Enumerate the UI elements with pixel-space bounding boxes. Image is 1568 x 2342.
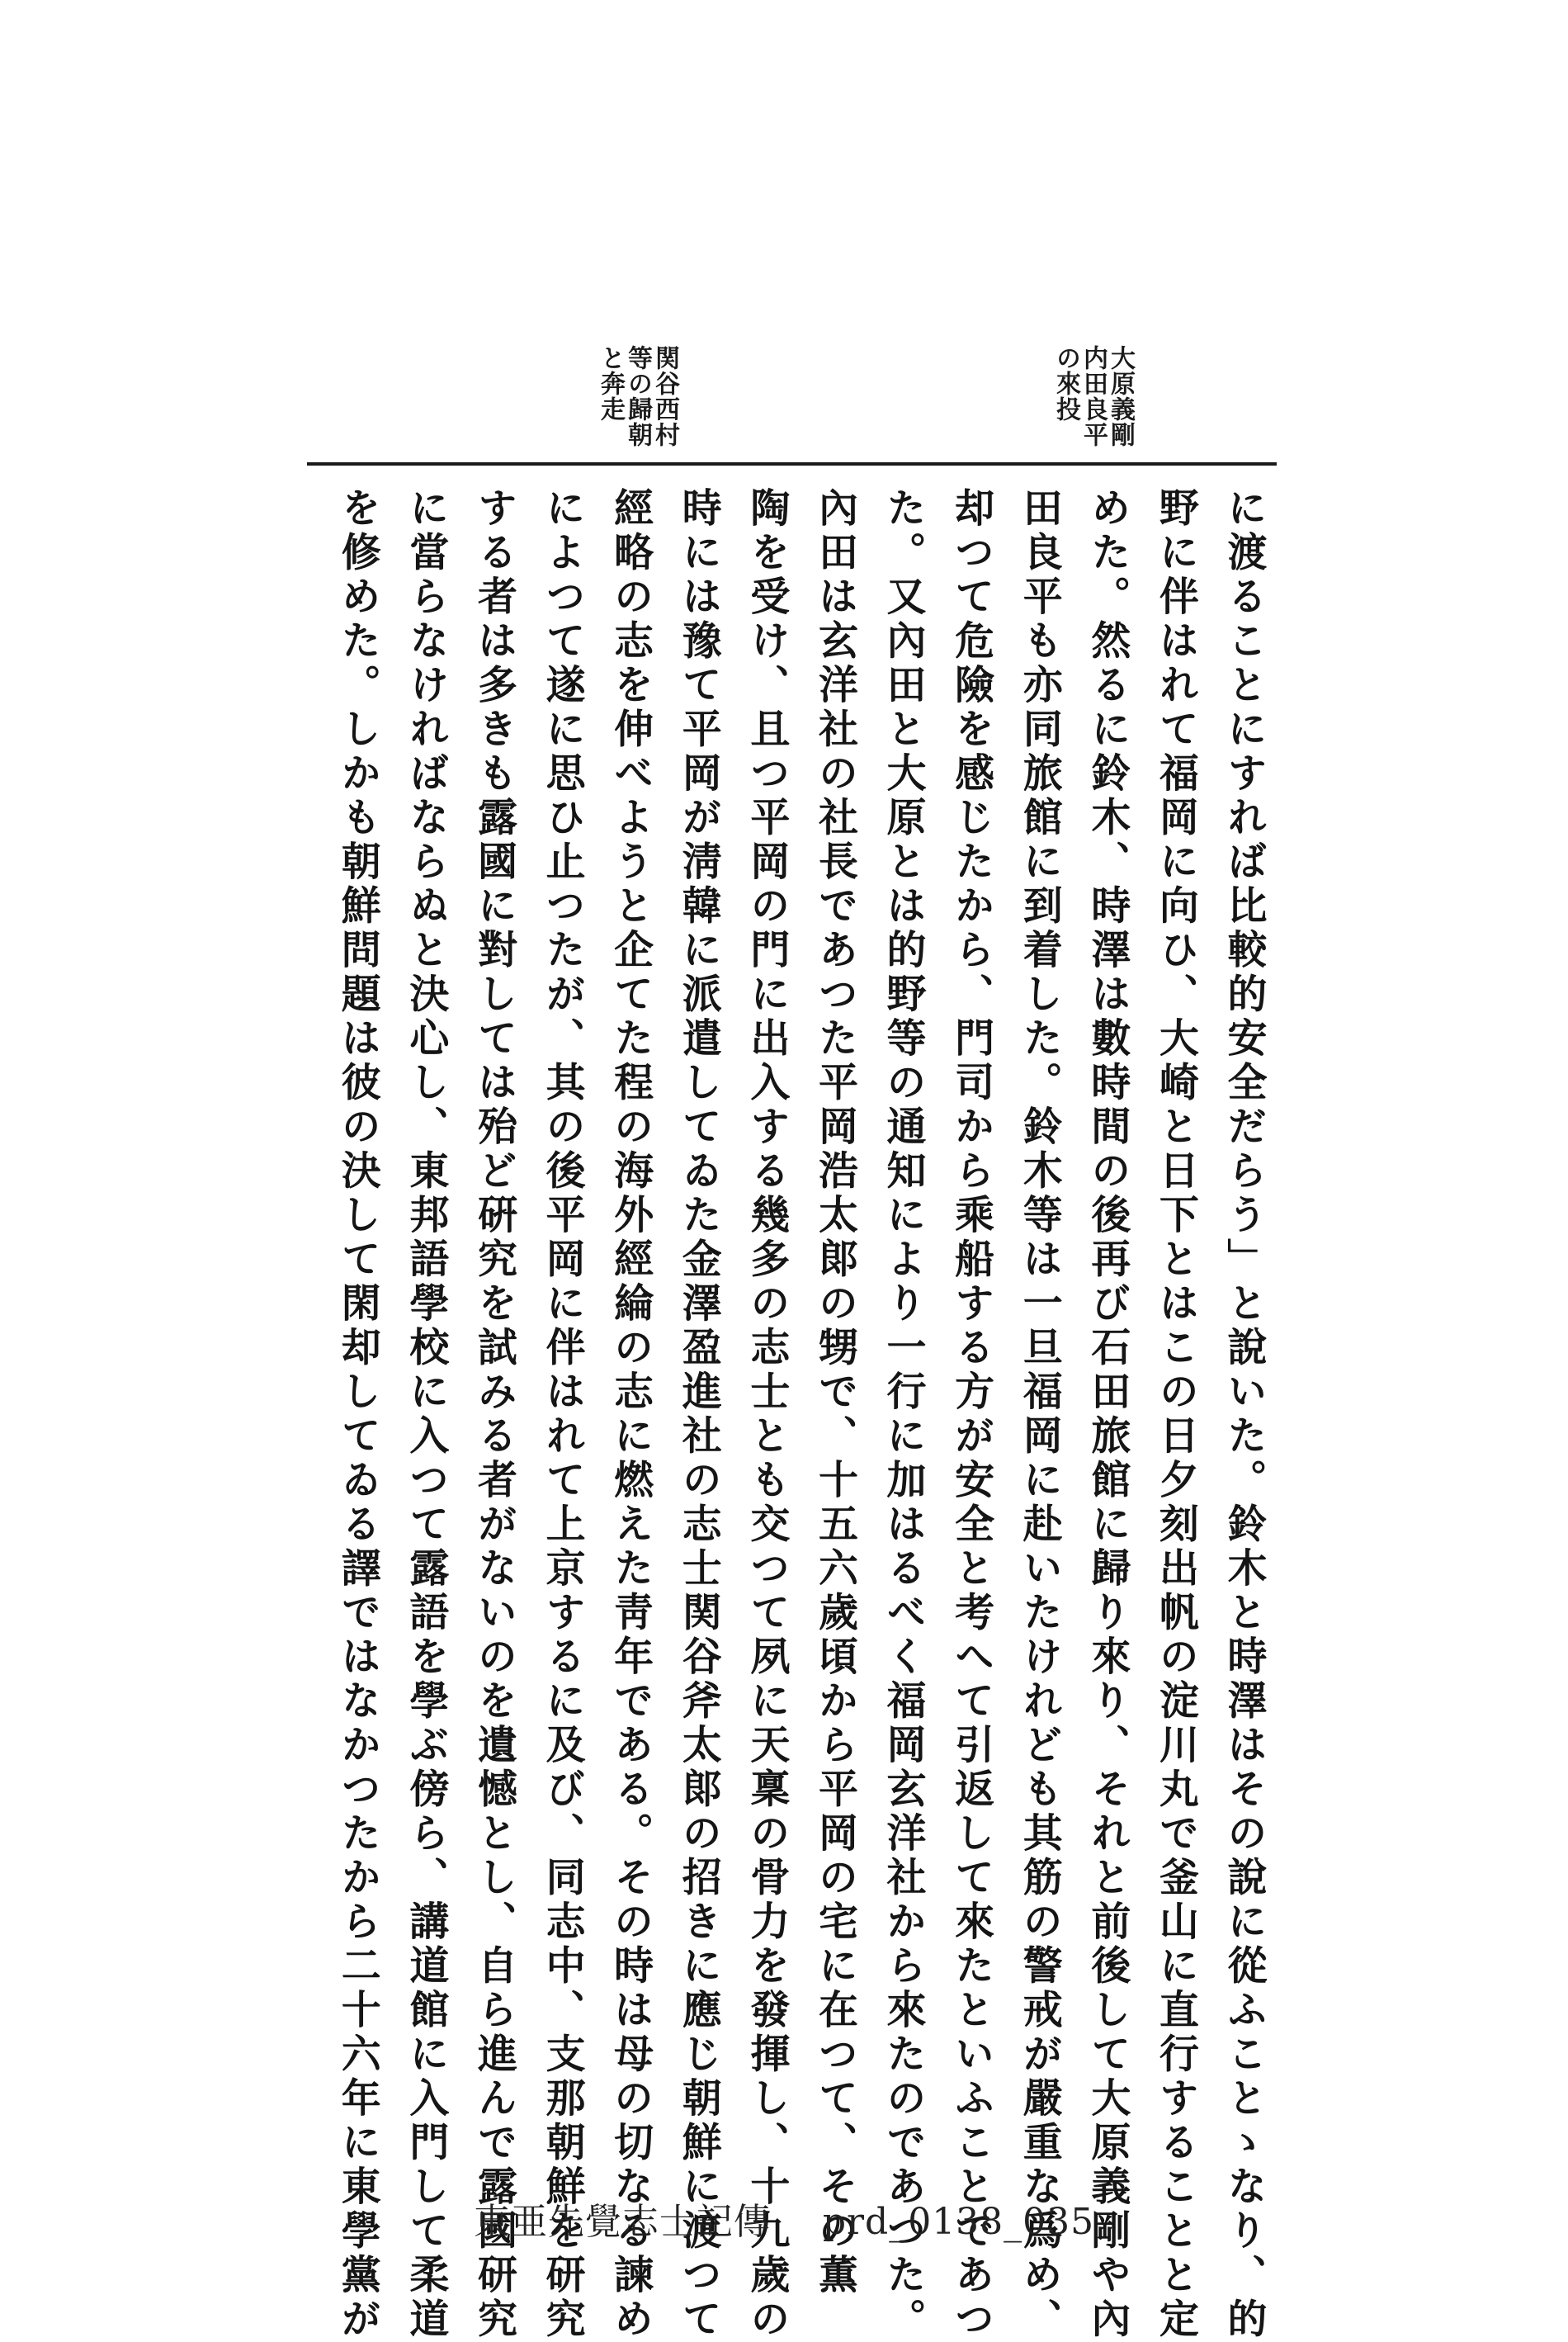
text-column: 經略の志を伸べようと企てた程の海外經綸の志に燃えた靑年である。その時は母の切なる諫め bbox=[607, 487, 654, 2342]
marginal-note-line: と奔走 bbox=[596, 345, 625, 422]
text-column: する者は多きも露國に對しては殆ど硏究を試みる者がないのを遺憾とし、自ら進んで露國研究 bbox=[470, 487, 517, 2342]
marginal-note-1 bbox=[1052, 345, 1134, 447]
text-column: た。又內田と大原とは的野等の通知により一行に加はるべく福岡玄洋社から來たのであつた。 bbox=[880, 487, 927, 2342]
header-divider-rule bbox=[307, 462, 1277, 466]
text-column: 時には豫て平岡が淸韓に派遣してゐた金澤盈進社の志士関谷斧太郞の招きに應じ朝鮮に渡つて bbox=[675, 487, 722, 2342]
marginal-note-2 bbox=[597, 345, 678, 447]
text-column: を修めた。しかも朝鮮問題は彼の決して閑却してゐる譯ではなかつたから二十六年に東學黨が bbox=[334, 487, 381, 2342]
text-column: 却つて危險を感じたから、門司から乘船する方が安全と考へて引返して來たといふことであつ bbox=[947, 487, 994, 2342]
text-column: によつて遂に思ひ止つたが、其の後平岡に伴はれて上京するに及び、同志中、支那朝鮮を研究 bbox=[539, 487, 586, 2342]
marginal-note-line: 内田良平 bbox=[1079, 345, 1108, 447]
text-column: めた。然るに鈴木、時澤は數時間の後再び石田旅館に歸り來り、それと前後して大原義剛や內 bbox=[1084, 487, 1131, 2342]
marginal-note-line: の來投 bbox=[1051, 345, 1080, 422]
text-column: に當らなければならぬと決心し、東邦語學校に入つて露語を學ぶ傍ら、講道館に入門して柔道 bbox=[402, 487, 449, 2342]
text-column: 陶を受け、且つ平岡の門に出入する幾多の志士とも交つて夙に天稟の骨力を發揮し、十九歲の bbox=[743, 487, 790, 2342]
text-column: 野に伴はれて福岡に向ひ、大崎と日下とはこの日夕刻出帆の淀川丸で釜山に直行することと定 bbox=[1152, 487, 1199, 2342]
text-column: に渡ることにすれば比較的安全だらう」と說いた。鈴木と時澤はその說に從ふことゝなり、的 bbox=[1221, 487, 1267, 2342]
marginal-note-line: 大原義剛 bbox=[1106, 345, 1135, 447]
text-column: 內田は玄洋社の社長であつた平岡浩太郞の甥で、十五六歲頃から平岡の宅に在つて、その薫 bbox=[811, 487, 858, 2298]
marginal-note-line: 等の歸朝 bbox=[623, 345, 652, 447]
text-column: 田良平も亦同旅館に到着した。鈴木等は一旦福岡に赴いたけれども其筋の警戒が嚴重な爲め、 bbox=[1016, 487, 1063, 2342]
page-footer bbox=[0, 2192, 1568, 2245]
marginal-note-line: 関谷西村 bbox=[650, 345, 679, 447]
footer-page-code: prd_0138_035 bbox=[822, 2201, 1095, 2243]
footer-book-title: 東亜先覺志士記傳 bbox=[473, 2201, 771, 2243]
